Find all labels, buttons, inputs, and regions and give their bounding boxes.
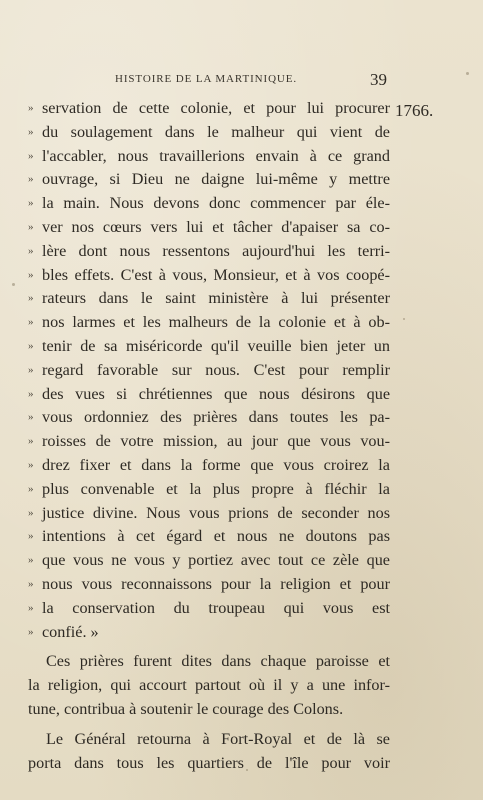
text-line: porta dans tous les quartiers de l'île pour voir	[28, 753, 390, 772]
paper-speck	[12, 283, 15, 286]
quote-mark: »	[28, 458, 34, 471]
paragraph	[28, 650, 390, 721]
quote-mark: »	[28, 482, 34, 495]
text-line: » que vous ne vous y portiez avec tout ce zèle que	[28, 549, 390, 573]
text-line: Ces prières furent dites dans chaque paroisse et	[46, 652, 390, 671]
text-line: » plus convenable et la plus propre à fléchir la	[28, 478, 390, 502]
text-line: » du soulagement dans le malheur qui vient de	[28, 121, 390, 145]
quote-mark: »	[28, 268, 34, 281]
margin-year-note: 1766.	[395, 101, 434, 120]
running-title: HISTOIRE DE LA MARTINIQUE.	[115, 73, 298, 85]
text-line: » l'accabler, nous travaillerions envain à ce grand	[28, 145, 390, 169]
quote-mark: »	[28, 125, 34, 138]
quote-mark: »	[28, 625, 34, 638]
text-line: » ver nos cœurs vers lui et tâcher d'apaiser sa co-	[28, 216, 390, 240]
quote-mark: »	[28, 435, 34, 448]
quote-mark: »	[28, 411, 34, 424]
quote-mark: »	[28, 363, 34, 376]
text-line: » justice divine. Nous vous prions de seconder nos	[28, 502, 390, 526]
page-header	[0, 70, 483, 90]
paper-speck	[403, 318, 405, 320]
quote-mark: »	[28, 102, 34, 114]
text-line: la religion, qui accourt partout où il y a une infor-	[28, 676, 390, 695]
quote-mark: »	[28, 577, 34, 590]
quote-mark: »	[28, 173, 34, 186]
text-line: » nous vous reconnaissons pour la religion et pour	[28, 573, 390, 597]
text-line: » lère dont nous ressentons aujourd'hui les terri-	[28, 240, 390, 264]
text-line: Le Général retourna à Fort-Royal et de là se	[46, 729, 390, 748]
quote-mark: »	[28, 316, 34, 329]
text-line: » drez fixer et dans la forme que vous croirez la	[28, 454, 390, 478]
quote-mark: »	[28, 244, 34, 257]
text-line: » servation de cette colonie, et pour lui procurer	[28, 97, 390, 121]
text-line: » nos larmes et les malheurs de la colonie et à ob-	[28, 311, 390, 335]
quote-mark: »	[28, 220, 34, 233]
text-line: » la main. Nous devons donc commencer par éle-	[28, 192, 390, 216]
paragraph	[28, 728, 390, 776]
text-line: » des vues si chrétiennes que nous désirons que	[28, 383, 390, 407]
quote-mark: »	[28, 601, 34, 614]
paper-speck	[466, 72, 469, 75]
text-line: » roisses de votre mission, au jour que vous vou-	[28, 430, 390, 454]
text-line: » rateurs dans le saint ministère à lui présenter	[28, 287, 390, 311]
quote-mark: »	[28, 149, 34, 162]
text-line: tune, contribua à soutenir le courage des Colons.	[28, 699, 344, 718]
quote-mark: »	[28, 292, 34, 305]
quote-mark: »	[28, 387, 34, 400]
quoted-letter	[28, 97, 390, 644]
quote-mark: »	[28, 530, 34, 543]
quote-mark: »	[28, 339, 34, 352]
text-line: » intentions à cet égard et nous ne doutons pas	[28, 525, 390, 549]
text-line: » confié. »	[28, 621, 390, 645]
page-number: 39	[370, 70, 387, 89]
text-line: » vous ordonniez des prières dans toutes les pa-	[28, 406, 390, 430]
text-line: » tenir de sa miséricorde qu'il veuille bien jeter un	[28, 335, 390, 359]
text-line: » ouvrage, si Dieu ne daigne lui-même y mettre	[28, 168, 390, 192]
text-line: » la conservation du troupeau qui vous est	[28, 597, 390, 621]
quote-mark: »	[28, 506, 34, 519]
quote-mark: »	[28, 554, 34, 567]
paper-speck	[246, 769, 248, 771]
quote-mark: »	[28, 197, 34, 210]
body-text	[28, 97, 390, 775]
text-line: » regard favorable sur nous. C'est pour remplir	[28, 359, 390, 383]
text-line: » bles effets. C'est à vous, Monsieur, et à vos coopé-	[28, 264, 390, 288]
